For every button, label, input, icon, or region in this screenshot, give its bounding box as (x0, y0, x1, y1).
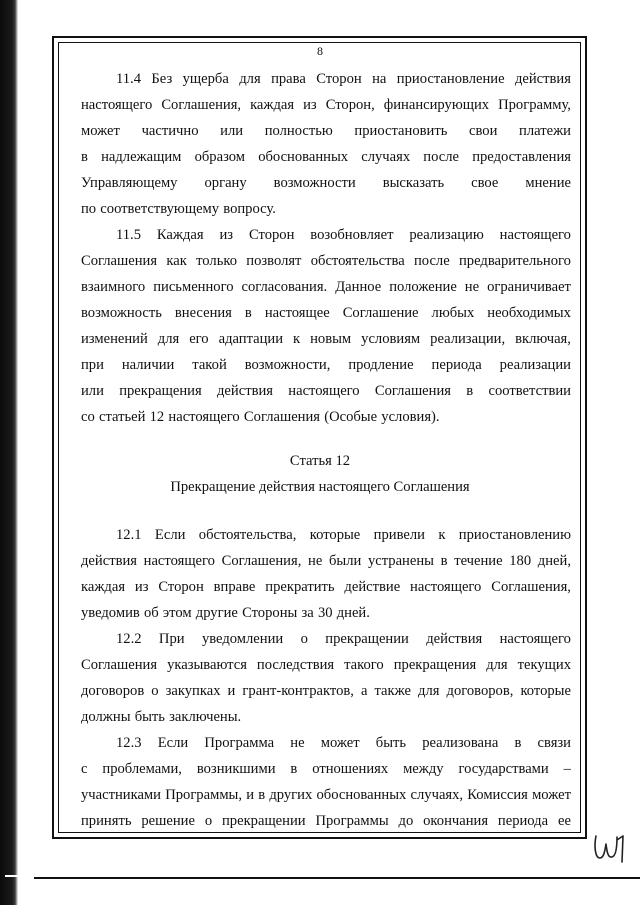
word: к (438, 527, 446, 543)
word: договоров (81, 683, 145, 699)
word: Соглашения, (221, 553, 302, 569)
word: должны (81, 709, 131, 725)
text-line (81, 378, 571, 404)
text-line (81, 92, 571, 118)
text-line (81, 730, 571, 756)
word: может (532, 787, 571, 803)
word: настоящего (499, 631, 571, 647)
word: принять (81, 813, 132, 829)
word: которые (520, 683, 571, 699)
word: были (328, 553, 362, 569)
word: надлежащим (101, 149, 182, 165)
word: Программы (315, 813, 389, 829)
word: соответствующему (100, 201, 220, 217)
word: статьей (98, 409, 146, 425)
word: текущих (517, 657, 571, 673)
word: между (403, 761, 444, 777)
bottom-rule (34, 877, 640, 879)
word: в (440, 553, 448, 569)
word: (Особые (324, 409, 378, 425)
word: уведомлении (201, 631, 284, 647)
text-line (81, 196, 571, 222)
article-title: Прекращение действия настоящего Соглашения (170, 479, 470, 495)
word: прекращения (393, 657, 477, 673)
word: настоящего (410, 579, 482, 595)
text-line (81, 326, 571, 352)
word: может (320, 735, 360, 751)
text-line (81, 574, 571, 600)
word: к (293, 331, 301, 347)
word: уведомив (81, 605, 140, 621)
word: Программы, (165, 787, 243, 803)
word: не (464, 279, 480, 295)
word: другие (195, 605, 238, 621)
word: возможность (81, 305, 162, 321)
word: решение (141, 813, 195, 829)
word: только (196, 253, 237, 269)
word: течение (454, 553, 503, 569)
word: изменений (81, 331, 148, 347)
word: Соглашения, (161, 97, 242, 113)
paragraph-p-11-5 (81, 222, 571, 430)
word: или (220, 123, 244, 139)
word: 12.2 (116, 631, 142, 647)
text-line (81, 352, 571, 378)
word: других (269, 787, 313, 803)
paragraph-p-12-2 (81, 626, 571, 730)
word: вправе (213, 579, 256, 595)
word: заключены. (169, 709, 242, 725)
word: как (166, 253, 187, 269)
word: для (486, 657, 508, 673)
word: Комиссия (467, 787, 528, 803)
word: Сторон (158, 579, 204, 595)
word: продление (348, 357, 414, 373)
word: по (81, 201, 97, 217)
word: Соглашения (374, 383, 451, 399)
word: из (134, 579, 149, 595)
word: дней. (336, 605, 370, 621)
word: на (372, 71, 387, 87)
article-heading: Статья 12 (289, 453, 351, 469)
word: ущерба (182, 71, 229, 87)
word: действие (344, 579, 401, 595)
text-line (81, 626, 571, 652)
word: каждая (81, 579, 126, 595)
text-line (81, 144, 571, 170)
word: органу (204, 175, 247, 191)
text-line (81, 118, 571, 144)
word: 12.3 (116, 735, 142, 751)
word: после (423, 149, 460, 165)
word: возобновляет (310, 227, 394, 243)
word: или (81, 383, 104, 399)
text-line (81, 678, 571, 704)
word: адаптации (218, 331, 284, 347)
text-line (81, 756, 571, 782)
word: условиям (361, 331, 421, 347)
word: настоящего (143, 553, 215, 569)
word: случаях, (410, 787, 464, 803)
text-line (81, 548, 571, 574)
word: окончания (423, 813, 489, 829)
word: финансирующих (383, 97, 490, 113)
paragraph-p-11-4 (81, 66, 571, 222)
text-line (81, 808, 571, 834)
word: о (151, 683, 159, 699)
word: обстоятельства (310, 253, 405, 269)
word: реализацию (409, 227, 484, 243)
word: Управляющему (81, 175, 178, 191)
word: согласования. (241, 279, 328, 295)
signature-mark (590, 828, 630, 868)
word: прекратить (265, 579, 335, 595)
word: приостановить (354, 123, 448, 139)
word: действия (217, 383, 273, 399)
word: Без (151, 71, 173, 87)
word: закупках (165, 683, 221, 699)
word: внесения (174, 305, 232, 321)
word: Программа (204, 735, 275, 751)
word: реализации, (430, 331, 506, 347)
word: вопросу. (223, 201, 276, 217)
word: условия). (381, 409, 440, 425)
word: возможности, (244, 357, 331, 373)
text-line (81, 222, 571, 248)
word: свое (471, 175, 499, 191)
word: Сторон (316, 71, 362, 87)
word: с (81, 761, 88, 777)
word: Соглашение (342, 305, 419, 321)
word: при (81, 357, 104, 373)
word: а (360, 683, 368, 699)
word: приостановление (396, 71, 505, 87)
word: 11.4 (116, 71, 141, 87)
text-line (81, 300, 571, 326)
word: в (290, 761, 298, 777)
word: позволят (246, 253, 302, 269)
word: обоснованных (316, 787, 407, 803)
page-number: 8 (317, 44, 323, 58)
scan-mark (5, 875, 19, 877)
word: приостановлению (458, 527, 571, 543)
word: действия (514, 71, 571, 87)
paragraph-p-12-3 (81, 730, 571, 834)
word: 180 (509, 553, 532, 569)
word: Программу, (498, 97, 571, 113)
word: быть (134, 709, 165, 725)
word: его (189, 331, 209, 347)
word: Если (157, 735, 189, 751)
word: в (81, 149, 88, 165)
text-block-bottom (81, 522, 571, 834)
word: новым (310, 331, 352, 347)
word: Если (154, 527, 186, 543)
word: настоящего (499, 227, 571, 243)
word: включая, (515, 331, 571, 347)
word: Соглашения (81, 253, 158, 269)
word: настоящего (81, 97, 153, 113)
word: Соглашения, (491, 579, 571, 595)
word: ее (557, 813, 571, 829)
word: Сторон, (325, 97, 375, 113)
word: каждая (250, 97, 295, 113)
text-line (81, 404, 571, 430)
word: прекращении (222, 813, 306, 829)
word: привели (373, 527, 425, 543)
word: платежи (519, 123, 571, 139)
text-line (81, 704, 571, 730)
word: положение (389, 279, 457, 295)
paragraph-p-12-1 (81, 522, 571, 626)
word: предварительного (459, 253, 571, 269)
word: необходимых (487, 305, 571, 321)
word: Каждая (156, 227, 204, 243)
word: частично (141, 123, 199, 139)
word: за (301, 605, 314, 621)
word: возможности (273, 175, 356, 191)
word: мнение (525, 175, 571, 191)
word: полностью (264, 123, 333, 139)
word: указываются (167, 657, 247, 673)
text-line (81, 66, 571, 92)
word: которые (309, 527, 361, 543)
word: Стороны (242, 605, 298, 621)
word: прекращении (325, 631, 409, 647)
text-line (81, 274, 571, 300)
word: реализована (422, 735, 499, 751)
word: не (308, 553, 323, 569)
word: в (244, 305, 252, 321)
word: грант-контрактов, (242, 683, 354, 699)
word: настоящего (288, 383, 360, 399)
word: свои (469, 123, 498, 139)
word: Соглашения (243, 409, 321, 425)
word: и (246, 787, 255, 803)
word: отношениях (312, 761, 389, 777)
word: прекращения (119, 383, 202, 399)
word: обстоятельства, (198, 527, 297, 543)
word: 30 (317, 605, 333, 621)
text-line (81, 782, 571, 808)
text-line (81, 170, 571, 196)
word: любых (431, 305, 475, 321)
word: настоящее (264, 305, 330, 321)
word: и (227, 683, 236, 699)
word: Данное (335, 279, 382, 295)
word: этом (162, 605, 192, 621)
word: реализации (499, 357, 571, 373)
word: договоров, (446, 683, 514, 699)
word: может (81, 123, 120, 139)
word: в (466, 383, 474, 399)
word: 12 (149, 409, 165, 425)
word: наличии (121, 357, 175, 373)
word: государствами (458, 761, 549, 777)
word: Соглашения (81, 657, 158, 673)
word: периода (431, 357, 482, 373)
text-line (81, 600, 571, 626)
word: связи (537, 735, 571, 751)
word: также (374, 683, 411, 699)
word: со (81, 409, 95, 425)
word: действия (81, 553, 137, 569)
word: – (563, 761, 571, 777)
word: действия (426, 631, 483, 647)
text-line (81, 652, 571, 678)
word: после (413, 253, 450, 269)
text-line (81, 522, 571, 548)
word: ограничивает (487, 279, 571, 295)
word: высказать (382, 175, 445, 191)
word: письменного (153, 279, 234, 295)
word: о (300, 631, 308, 647)
word: 11.5 (116, 227, 141, 243)
word: соответствии (488, 383, 571, 399)
word: в (258, 787, 266, 803)
word: быть (375, 735, 407, 751)
word: периода (497, 813, 549, 829)
word: из (219, 227, 234, 243)
word: такой (192, 357, 227, 373)
word: взаимного (81, 279, 146, 295)
word: об (143, 605, 159, 621)
word: права (271, 71, 306, 87)
word: дней, (537, 553, 571, 569)
word: случаях (361, 149, 411, 165)
word: не (290, 735, 305, 751)
word: возникшими (196, 761, 276, 777)
word: до (398, 813, 414, 829)
word: для (157, 331, 180, 347)
text-block-top (81, 66, 571, 430)
word: из (303, 97, 317, 113)
word: в (514, 735, 522, 751)
text-line (81, 248, 571, 274)
word: проблемами, (102, 761, 182, 777)
word: о (204, 813, 213, 829)
word: образом (194, 149, 246, 165)
word: предоставления (472, 149, 571, 165)
word: такого (344, 657, 384, 673)
word: При (158, 631, 185, 647)
word: участниками (81, 787, 161, 803)
word: Сторон (248, 227, 295, 243)
word: устранены (367, 553, 434, 569)
word: обоснованных (258, 149, 349, 165)
word: 12.1 (116, 527, 142, 543)
word: для (239, 71, 261, 87)
word: последствия (256, 657, 335, 673)
word: для (418, 683, 440, 699)
word: настоящего (168, 409, 240, 425)
